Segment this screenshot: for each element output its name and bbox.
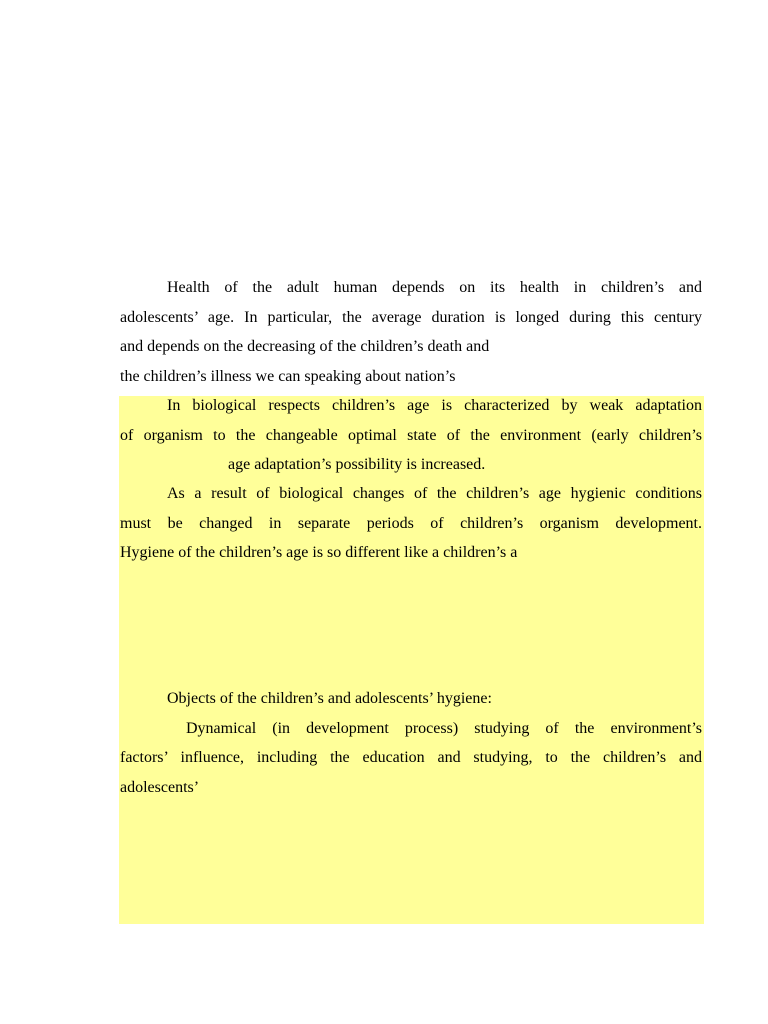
paragraph-line: must be changed in separate periods of children’s organism development.: [120, 515, 702, 532]
paragraph-line: As a result of biological changes of the children’s age hygienic conditions: [167, 485, 702, 502]
paragraph-line: factors’ influence, including the education and studying, to the children’s and: [120, 749, 702, 766]
paragraph-line: the children’s illness we can speaking about nation’s: [120, 368, 456, 385]
yellow-highlight: [119, 396, 704, 924]
paragraph-line: and depends on the decreasing of the children’s death and: [120, 338, 490, 355]
paragraph-line: adolescents’: [120, 779, 200, 796]
paragraph-line: Hygiene of the children’s age is so different like a children’s a: [120, 544, 518, 561]
paragraph-line: Dynamical (in development process) studying of the environment’s: [186, 720, 702, 737]
section-heading: Objects of the children’s and adolescents’ hygiene:: [167, 690, 492, 707]
paragraph-line: Health of the adult human depends on its health in children’s and: [167, 279, 702, 296]
paragraph-line: adolescents’ age. In particular, the average duration is longed during this century: [120, 309, 702, 326]
paragraph-line: of organism to the changeable optimal state of the environment (early children’s: [120, 427, 702, 444]
paragraph-line: age adaptation’s possibility is increased.: [228, 456, 486, 473]
paragraph-line: In biological respects children’s age is characterized by weak adaptation: [167, 397, 702, 414]
